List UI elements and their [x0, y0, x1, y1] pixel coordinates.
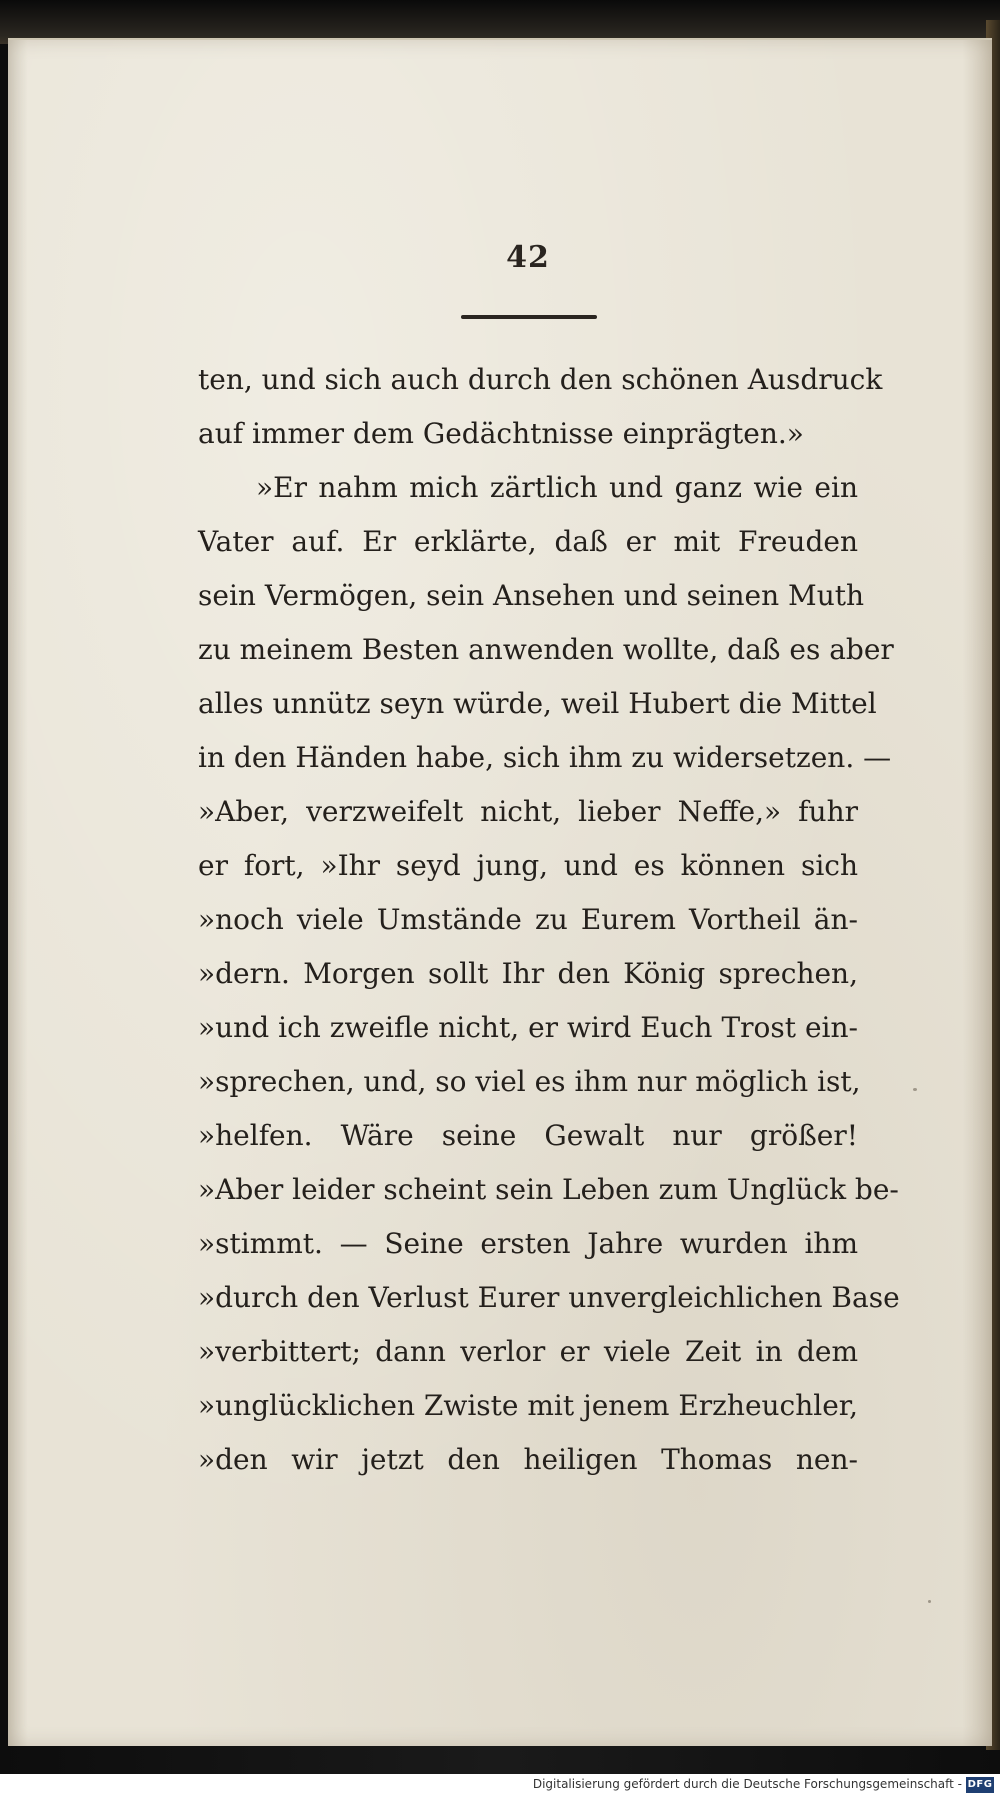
footer-bar: [0, 1774, 1000, 1797]
dfg-logo: DFG: [966, 1777, 994, 1793]
book-page: [8, 38, 992, 1746]
text-line: »den wir jetzt den heiligen Thomas nen-: [198, 1443, 858, 1476]
text-line: auf immer dem Gedächtnisse einprägten.»: [198, 417, 804, 450]
body-text: [198, 353, 900, 1487]
text-line: »Aber, verzweifelt nicht, lieber Neffe,» fuhr: [198, 795, 858, 828]
page-number-rule: [461, 315, 597, 319]
paper-speck: [928, 1600, 931, 1603]
text-line: Vater auf. Er erklärte, daß er mit Freuden: [198, 525, 858, 558]
text-line: in den Händen habe, sich ihm zu widersetzen. —: [198, 741, 892, 774]
text-line: »und ich zweifle nicht, er wird Euch Trost ein-: [198, 1011, 858, 1044]
text-line: zu meinem Besten anwenden wollte, daß es aber: [198, 633, 894, 666]
text-line: »noch viele Umstände zu Eurem Vortheil än-: [198, 903, 858, 936]
text-line: »Er nahm mich zärtlich und ganz wie ein: [256, 471, 858, 504]
digitization-credit: Digitalisierung gefördert durch die Deutsche Forschungsgemeinschaft -: [532, 1777, 962, 1791]
text-line: »dern. Morgen sollt Ihr den König sprechen,: [198, 957, 858, 990]
text-line: »sprechen, und, so viel es ihm nur möglich ist,: [198, 1065, 861, 1098]
text-line: »verbittert; dann verlor er viele Zeit in dem: [198, 1335, 858, 1368]
text-line: »helfen. Wäre seine Gewalt nur größer!: [198, 1119, 858, 1152]
paper-speck: [913, 1088, 917, 1091]
page-number: 42: [506, 240, 550, 275]
text-line: »Aber leider scheint sein Leben zum Unglück be-: [198, 1173, 899, 1206]
text-line: sein Vermögen, sein Ansehen und seinen Muth: [198, 579, 865, 612]
text-line: »stimmt. — Seine ersten Jahre wurden ihm: [198, 1227, 858, 1260]
text-line: er fort, »Ihr seyd jung, und es können sich: [198, 849, 858, 882]
text-line: alles unnütz seyn würde, weil Hubert die Mittel: [198, 687, 877, 720]
text-line: ten, und sich auch durch den schönen Ausdruck: [198, 363, 883, 396]
text-line: »unglücklichen Zwiste mit jenem Erzheuchler,: [198, 1389, 858, 1422]
text-line: »durch den Verlust Eurer unvergleichlichen Base: [198, 1281, 900, 1314]
